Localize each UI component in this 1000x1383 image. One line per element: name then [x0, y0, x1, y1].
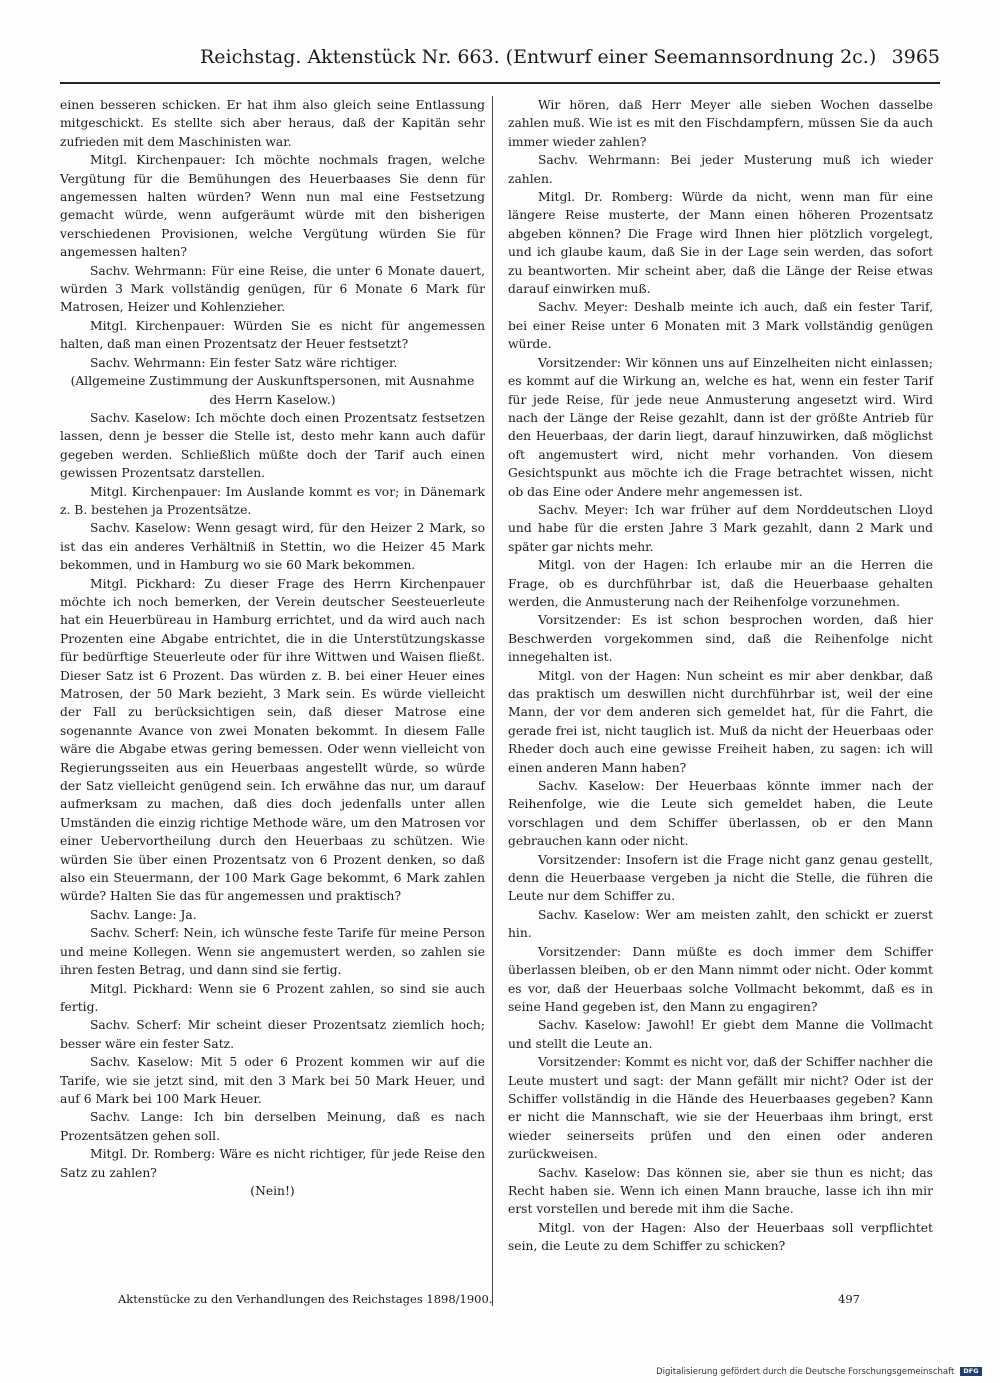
paragraph: Mitgl. von der Hagen: Nun scheint es mir aber denkbar, daß das praktisch um deswillen nicht durchführbar ist, weil der eine Mann, der vor dem anderen sich gemeldet hat, für die Fahrt, die gerade frei ist, nicht tauglich ist. Muß da nicht der Heuerbaas oder Rheder doch auch eine gewisse Freiheit haben, zu sagen: ich will einen anderen Mann haben? [508, 668, 933, 775]
paragraph: Sachv. Kaselow: Wenn gesagt wird, für den Heizer 2 Mark, so ist das ein anderes Verhältniß in Stettin, wo die Heizer 45 Mark bekommen, und in Hamburg wo sie 60 Mark bekommen. [60, 521, 485, 573]
paragraph: Sachv. Wehrmann: Bei jeder Musterung muß ich wieder zahlen. [508, 153, 933, 186]
paragraph: Vorsitzender: Kommt es nicht vor, daß der Schiffer nachher die Leute mustert und sagt: der Mann gefällt mir nicht? Oder ist der Schiffer vollständig in die Hände des Heuerbaases gegeben? Kann er nicht die Mannschaft, wie sie der Heuerbaas ihm bringt, erst wieder seinerseits prüfen und den einen oder anderen zurückweisen. [508, 1055, 933, 1162]
page-header [60, 46, 940, 76]
column-divider [492, 96, 493, 1306]
paragraph: Sachv. Meyer: Deshalb meinte ich auch, daß ein fester Tarif, bei einer Reise unter 6 Monaten mit 3 Mark vollständig genügen würde. [508, 300, 933, 352]
paragraph: (Nein!) [250, 1183, 295, 1198]
paragraph: Sachv. Lange: Ja. [90, 907, 197, 922]
paragraph: Sachv. Wehrmann: Für eine Reise, die unter 6 Monate dauert, würden 3 Mark vollständig genügen, für 6 Monate 6 Mark für Matrosen, Heizer und Kohlenzieher. [60, 263, 485, 315]
paragraph: Mitgl. Kirchenpauer: Ich möchte nochmals fragen, welche Vergütung für die Bemühungen des Heuerbaases Sie denn für angemessen halten würden? Wenn nun mal eine Festsetzung gemacht würde, wenn aufgeräumt würde mit den bisherigen verschiedenen Provisionen, welche Vergütung würden Sie für angemessen halten? [60, 153, 485, 260]
paragraph: Mitgl. Pickhard: Wenn sie 6 Prozent zahlen, so sind sie auch fertig. [60, 981, 485, 1014]
paragraph: Mitgl. Kirchenpauer: Im Auslande kommt es vor; in Dänemark z. B. bestehen ja Prozentsätze. [60, 484, 485, 517]
paragraph: Mitgl. Dr. Romberg: Würde da nicht, wenn man für eine längere Reise musterte, der Mann einen höheren Prozentsatz abgeben können? Die Frage wird Ihnen hier plötzlich vorgelegt, und ich glaube kaum, daß Sie in der Lage sein werden, das sofort zu beantworten. Mir scheint aber, daß die Länge der Reise etwas darauf einwirken muß. [508, 190, 933, 297]
paragraph: Vorsitzender: Es ist schon besprochen worden, daß hier Beschwerden vorgekommen sind, daß die Reihenfolge nicht innegehalten ist. [508, 613, 933, 665]
paragraph: Sachv. Lange: Ich bin derselben Meinung, daß es nach Prozentsätzen gehen soll. [60, 1110, 485, 1143]
paragraph: Sachv. Scherf: Nein, ich wünsche feste Tarife für meine Person und meine Kollegen. Wenn sie angemustert werden, so zahlen sie ihren festen Betrag, und dann sind sie fertig. [60, 926, 485, 978]
paragraph: Mitgl. Kirchenpauer: Würden Sie es nicht für angemessen halten, daß man einen Prozentsatz der Heuer festsetzt? [60, 318, 485, 352]
paragraph: Sachv. Scherf: Mir scheint dieser Prozentsatz ziemlich hoch; besser wäre ein fester Satz. [60, 1018, 485, 1051]
paragraph: Mitgl. von der Hagen: Also der Heuerbaas soll verpflichtet sein, die Leute zu dem Schiffer zu schicken? [508, 1220, 933, 1254]
paragraph: Sachv. Kaselow: Der Heuerbaas könnte immer nach der Reihenfolge, wie die Leute sich gemeldet haben, die Leute vorschlagen und dem Schiffer überlassen, ob er den Mann gebrauchen kann oder nicht. [508, 779, 933, 849]
paragraph: Mitgl. Dr. Romberg: Wäre es nicht richtiger, für jede Reise den Satz zu zahlen? [60, 1147, 485, 1180]
header-page-number: 3965 [891, 46, 940, 68]
paragraph: Mitgl. von der Hagen: Ich erlaube mir an die Herren die Frage, ob es durchführbar ist, daß die Heuerbaase gehalten werden, die Anmusterung nach der Reihenfolge vorzunehmen. [508, 558, 933, 609]
paragraph: Vorsitzender: Insofern ist die Frage nicht ganz genau gestellt, denn die Heuerbaase vergeben ja nicht die Stelle, die führen die Leute nur dem Schiffer zu. [508, 852, 933, 904]
left-column [60, 96, 485, 1200]
paragraph: Sachv. Kaselow: Wer am meisten zahlt, den schickt er zuerst hin. [508, 907, 933, 941]
paragraph: Wir hören, daß Herr Meyer alle sieben Wochen dasselbe zahlen muß. Wie ist es mit den Fischdampfern, müssen Sie da auch immer wieder zahlen? [508, 98, 933, 149]
paragraph: Sachv. Kaselow: Ich möchte doch einen Prozentsatz festsetzen lassen, denn je besser die Stelle ist, desto mehr kann auch dafür gegeben werden. Schließlich müßte doch der Tarif auch einen gewissen Prozentsatz darstellen. [60, 410, 485, 481]
digitization-credit [656, 1367, 982, 1377]
paragraph: Sachv. Kaselow: Jawohl! Er giebt dem Manne die Vollmacht und stellt die Leute an. [508, 1018, 933, 1051]
paragraph: (Allgemeine Zustimmung der Auskunftspersonen, mit Ausnahme des Herrn Kaselow.) [70, 374, 475, 407]
paragraph: Vorsitzender: Dann müßte es doch immer dem Schiffer überlassen bleiben, ob er den Mann nimmt oder nicht. Oder kommt es vor, daß der Heuerbaas solche Vollmacht bekommt, daß es in seine Hand gegeben ist, den Mann zu engagiren? [508, 944, 933, 1014]
paragraph: Sachv. Meyer: Ich war früher auf dem Norddeutschen Lloyd und habe für die ersten Jahre 3 Mark gezahlt, dann 2 Mark und später gar nichts mehr. [508, 502, 933, 554]
header-rule [60, 82, 940, 84]
paragraph: Sachv. Wehrmann: Ein fester Satz wäre richtiger. [90, 355, 398, 370]
paragraph: Vorsitzender: Wir können uns auf Einzelheiten nicht einlassen; es kommt auf die Wirkung an, welche es hat, wenn ein fester Tarif für jede Reise, für jede neue Anmusterung angesetzt wird. Wird nach der Länge der Reise gezahlt, dann ist der größte Antrieb für den Heuerbaas, der darin liegt, darauf hinzuwirken, daß möglichst oft angemustert wird, nicht mehr vorhanden. Von diesem Gesichtspunkt aus möchte ich die Frage betrachtet wissen, nicht ob das Eine oder Andere mehr angemessen ist. [508, 355, 933, 499]
header-title: Reichstag. Aktenstück Nr. 663. (Entwurf einer Seemannsordnung 2c.) [200, 46, 877, 68]
paragraph: Mitgl. Pickhard: Zu dieser Frage des Herrn Kirchenpauer möchte ich noch bemerken, der Verein deutscher Seesteuerleute hat ein Heuerbüreau in Hamburg errichtet, und da wird auch nach Prozenten eine Abgabe entrichtet, die in die Unterstützungskasse für bedürftige Steuerleute oder für ihre Wittwen und Waisen fließt. Dieser Satz ist 6 Prozent. Das würden z. B. bei einer Heuer eines Matrosen, der 50 Mark bezieht, 3 Mark sein. Es würde vielleicht der Fall zu berücksichtigen sein, daß dieser Matrose eine sogenannte Avance von zwei Monaten bekommt. In diesem Falle wäre die Abgabe etwas gering bemessen. Oder wenn vielleicht von Regierungsseiten aus ein Heuerbaas angestellt würde, so würde der Satz vielleicht genügend sein. Ich erwähne das nur, um darauf aufmerksam zu machen, daß dies doch jedenfalls unter allen Umständen die einzig richtige Methode wäre, um den Matrosen vor einer Uebervortheilung durch den Heuerbaas zu schützen. Wie würden Sie über einen Prozentsatz von 6 Prozent denken, so daß also ein Steuermann, der 100 Mark Gage bekommt, 6 Mark zahlen würde? Halten Sie das für angemessen und praktisch? [60, 576, 485, 904]
footer-publication: Aktenstücke zu den Verhandlungen des Reichstages 1898/1900. [118, 1292, 493, 1306]
paragraph: einen besseren schicken. Er hat ihm also gleich seine Entlassung mitgeschickt. Es stellte sich aber heraus, daß der Kapitän sehr zufrieden mit dem Maschinisten war. [60, 98, 485, 149]
paragraph: Sachv. Kaselow: Das können sie, aber sie thun es nicht; das Recht haben sie. Wenn ich einen Mann brauche, lasse ich ihn mir erst vorstellen und berede mit ihm die Sache. [508, 1165, 933, 1217]
right-column [508, 96, 933, 1256]
paragraph: Sachv. Kaselow: Mit 5 oder 6 Prozent kommen wir auf die Tarife, wie sie jetzt sind, mit den 3 Mark bei 50 Mark Heuer, und auf 6 Mark bei 100 Mark Heuer. [60, 1055, 485, 1106]
credit-text: Digitalisierung gefördert durch die Deutsche Forschungsgemeinschaft [656, 1367, 955, 1377]
footer-page-number: 497 [838, 1292, 860, 1306]
dfg-logo: DFG [960, 1367, 982, 1376]
